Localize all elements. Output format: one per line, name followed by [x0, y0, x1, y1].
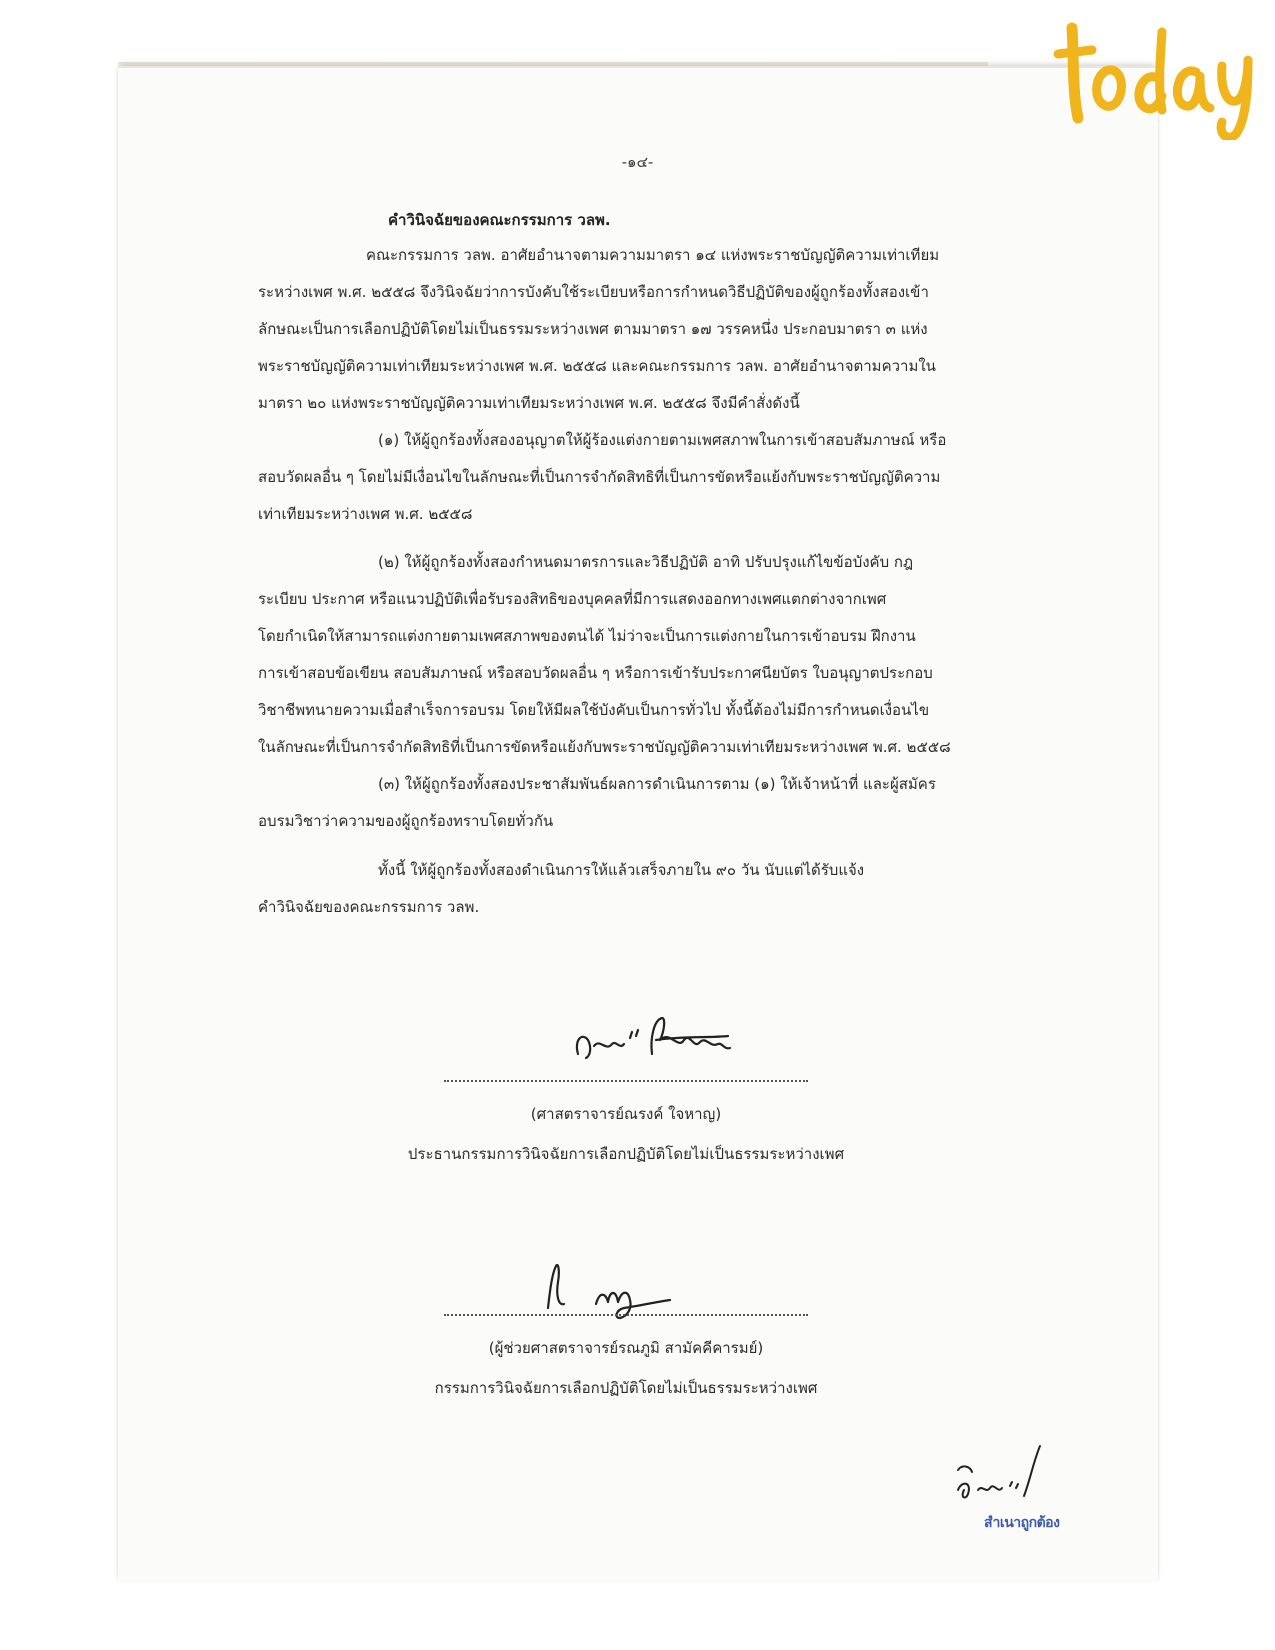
- chair-signature: [560, 1010, 760, 1070]
- signature-line-2: [444, 1314, 808, 1316]
- order-item-2: (๒) ให้ผู้ถูกร้องทั้งสองกำหนดมาตรการและวิธีปฏิบัติ อาทิ ปรับปรุงแก้ไขข้อบังคับ กฎ: [378, 553, 914, 571]
- body-line: ระหว่างเพศ พ.ศ. ๒๕๕๘ จึงวินิจฉัยว่าการบังคับใช้ระเบียบหรือการกำหนดวิธีปฏิบัติของผู้ถูกร้องทั้งสองเข้า: [258, 283, 929, 301]
- decision-heading: คำวินิจฉัยของคณะกรรมการ วลพ.: [388, 211, 611, 229]
- today-logo: [1050, 10, 1260, 140]
- body-line: วิชาชีพทนายความเมื่อสำเร็จการอบรม โดยให้มีผลใช้บังคับเป็นการทั่วไป ทั้งนี้ต้องไม่มีการกำหนดเงื่อนไข: [258, 701, 930, 719]
- order-item-3: (๓) ให้ผู้ถูกร้องทั้งสองประชาสัมพันธ์ผลการดำเนินการตาม (๑) ให้เจ้าหน้าที่ และผู้สมัคร: [378, 775, 936, 793]
- body-line: คำวินิจฉัยของคณะกรรมการ วลพ.: [258, 898, 480, 916]
- body-line: ในลักษณะที่เป็นการจำกัดสิทธิที่เป็นการขัดหรือแย้งกับพระราชบัญญัติความเท่าเทียมระหว่างเพศ พ.ศ. ๒๕๕๘: [258, 738, 951, 756]
- page-number: -๑๔-: [621, 153, 654, 171]
- signatory-1-position: ประธานกรรมการวินิจฉัยการเลือกปฏิบัติโดยไม่เป็นธรรมระหว่างเพศ: [407, 1145, 845, 1163]
- certified-copy-stamp: สำเนาถูกต้อง: [984, 1515, 1060, 1531]
- body-line: ระเบียบ ประกาศ หรือแนวปฏิบัติเพื่อรับรองสิทธิของบุคคลที่มีการแสดงออกทางเพศแตกต่างจากเพศ: [258, 590, 887, 608]
- body-line: มาตรา ๒๐ แห่งพระราชบัญญัติความเท่าเทียมระหว่างเพศ พ.ศ. ๒๕๕๘ จึงมีคำสั่งดังนี้: [258, 394, 800, 412]
- body-line: สอบวัดผลอื่น ๆ โดยไม่มีเงื่อนไขในลักษณะที่เป็นการจำกัดสิทธิที่เป็นการขัดหรือแย้งกับพระราชบัญญัติความ: [258, 468, 941, 486]
- body-line: พระราชบัญญัติความเท่าเทียมระหว่างเพศ พ.ศ. ๒๕๕๘ และคณะกรรมการ วลพ. อาศัยอำนาจตามความใน: [258, 357, 936, 375]
- member-signature: [520, 1260, 720, 1320]
- deadline-line: ทั้งนี้ ให้ผู้ถูกร้องทั้งสองดำเนินการให้แล้วเสร็จภายใน ๙๐ วัน นับแต่ได้รับแจ้ง: [378, 861, 865, 879]
- signatory-1-name: (ศาสตราจารย์ณรงค์ ใจหาญ): [530, 1105, 722, 1123]
- body-line: เท่าเทียมระหว่างเพศ พ.ศ. ๒๕๕๘: [258, 505, 473, 523]
- certification-initials: [950, 1440, 1060, 1510]
- body-line: โดยกำเนิดให้สามารถแต่งกายตามเพศสภาพของตนได้ ไม่ว่าจะเป็นการแต่งกายในการเข้าอบรม ฝึกงาน: [258, 627, 916, 645]
- signatory-2-position: กรรมการวินิจฉัยการเลือกปฏิบัติโดยไม่เป็นธรรมระหว่างเพศ: [434, 1379, 818, 1397]
- body-line: อบรมวิชาว่าความของผู้ถูกร้องทราบโดยทั่วกัน: [258, 812, 554, 830]
- signatory-2-name: (ผู้ช่วยศาสตราจารย์รณภูมิ สามัคคีคารมย์): [488, 1339, 764, 1357]
- signature-line-1: [444, 1080, 808, 1082]
- order-item-1: (๑) ให้ผู้ถูกร้องทั้งสองอนุญาตให้ผู้ร้องแต่งกายตามเพศสภาพในการเข้าสอบสัมภาษณ์ หรือ: [378, 431, 947, 449]
- body-line: คณะกรรมการ วลพ. อาศัยอำนาจตามความมาตรา ๑๔ แห่งพระราชบัญญัติความเท่าเทียม: [366, 246, 940, 264]
- body-line: ลักษณะเป็นการเลือกปฏิบัติโดยไม่เป็นธรรมระหว่างเพศ ตามมาตรา ๑๗ วรรคหนึ่ง ประกอบมาตรา ๓ แห่ง: [258, 320, 928, 338]
- body-line: การเข้าสอบข้อเขียน สอบสัมภาษณ์ หรือสอบวัดผลอื่น ๆ หรือการเข้ารับประกาศนียบัตร ใบอนุญาตประกอบ: [258, 664, 933, 682]
